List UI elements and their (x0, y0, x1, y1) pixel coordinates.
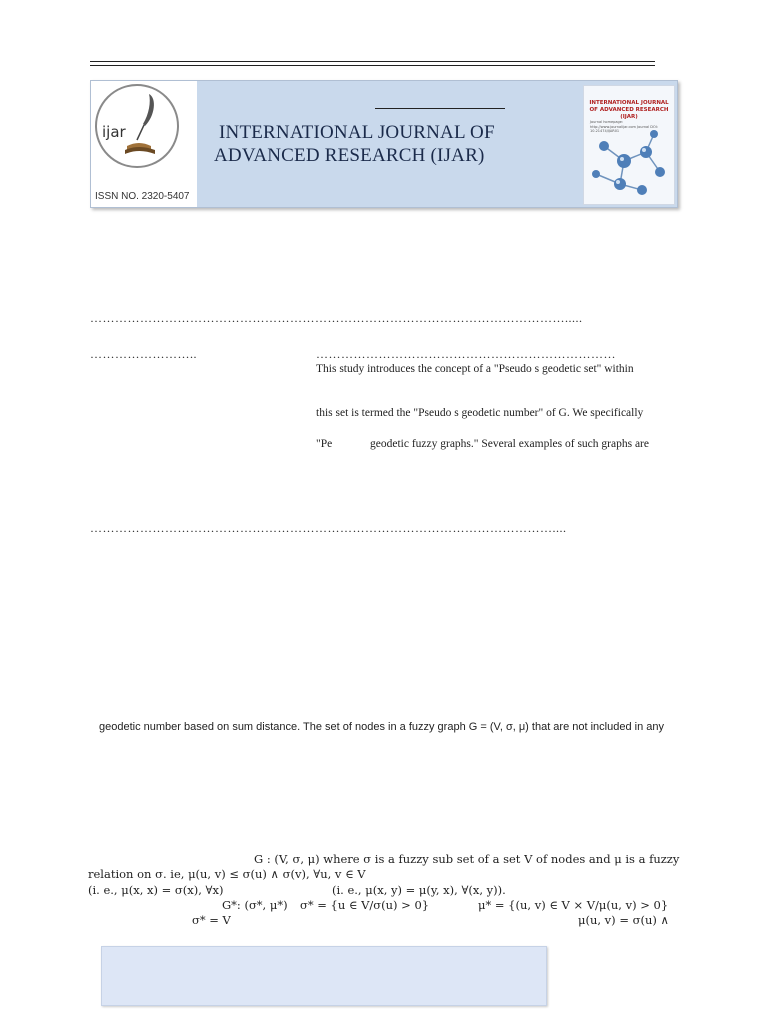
abstract-line-1: This study introduces the concept of a "Pseudo s geodetic set" within (316, 363, 634, 375)
logo-text: ijar (102, 123, 126, 141)
definition-line-4c: μ* = {(u, v) ∈ V × V/μ(u, v) > 0} (478, 898, 669, 912)
definition-line-2: relation on σ. ie, μ(u, v) ≤ σ(u) ∧ σ(v), ∀u, v ∈ V (88, 867, 366, 881)
footer-box (101, 946, 547, 1006)
definition-line-3b: (i. e., μ(x, y) = μ(y, x), ∀(x, y)). (332, 883, 506, 897)
journal-cover-thumbnail (583, 85, 675, 205)
definition-line-4a: G*: (σ*, μ*) (222, 898, 288, 912)
journal-title-line-2: ADVANCED RESEARCH (IJAR) (214, 145, 485, 166)
banner-underline (375, 108, 505, 109)
journal-banner (90, 80, 678, 208)
abstract-line-3-end: geodetic fuzzy graphs." Several examples of such graphs are (370, 438, 649, 450)
cover-subtitle: Journal homepage: http://www.journalijar.com Journal DOI: 10.21474/IJAR01 (590, 120, 658, 133)
definition-line-3a: (i. e., μ(x, x) = σ(x), ∀x) (88, 883, 224, 897)
definition-line-1: G : (V, σ, μ) where σ is a fuzzy sub set of a set V of nodes and μ is a fuzzy (254, 852, 680, 866)
logo-panel (91, 81, 197, 207)
dotted-divider-right: ……………………………………………………………… (316, 347, 616, 361)
dotted-divider-left: …………………….. (90, 347, 197, 361)
dotted-divider-bottom: ………………………………………………………………………………………………….... (90, 521, 567, 535)
intro-line: geodetic number based on sum distance. The set of nodes in a fuzzy graph G = (V, σ, μ) that are not included in any (99, 721, 664, 733)
journal-title (206, 121, 576, 167)
dotted-divider-top: ……………………………………………………………………………………………………..... (90, 311, 583, 325)
definition-line-4b: σ* = {u ∈ V/σ(u) > 0} (300, 898, 430, 912)
top-rule-2 (90, 65, 655, 66)
issn-number: ISSN NO. 2320-5407 (95, 191, 190, 202)
definition-line-5b: μ(u, v) = σ(u) ∧ (578, 913, 669, 927)
journal-title-line-1: INTERNATIONAL JOURNAL OF (219, 122, 495, 143)
definition-line-5a: σ* = V (192, 913, 231, 927)
top-rule-1 (90, 61, 655, 62)
abstract-line-3-start: "Pe (316, 438, 333, 450)
molecule-graphic-icon (584, 86, 674, 204)
cover-title: INTERNATIONAL JOURNAL OF ADVANCED RESEARCH (IJAR) (589, 100, 669, 120)
abstract-line-2: this set is termed the "Pseudo s geodetic number" of G. We specifically (316, 407, 644, 419)
